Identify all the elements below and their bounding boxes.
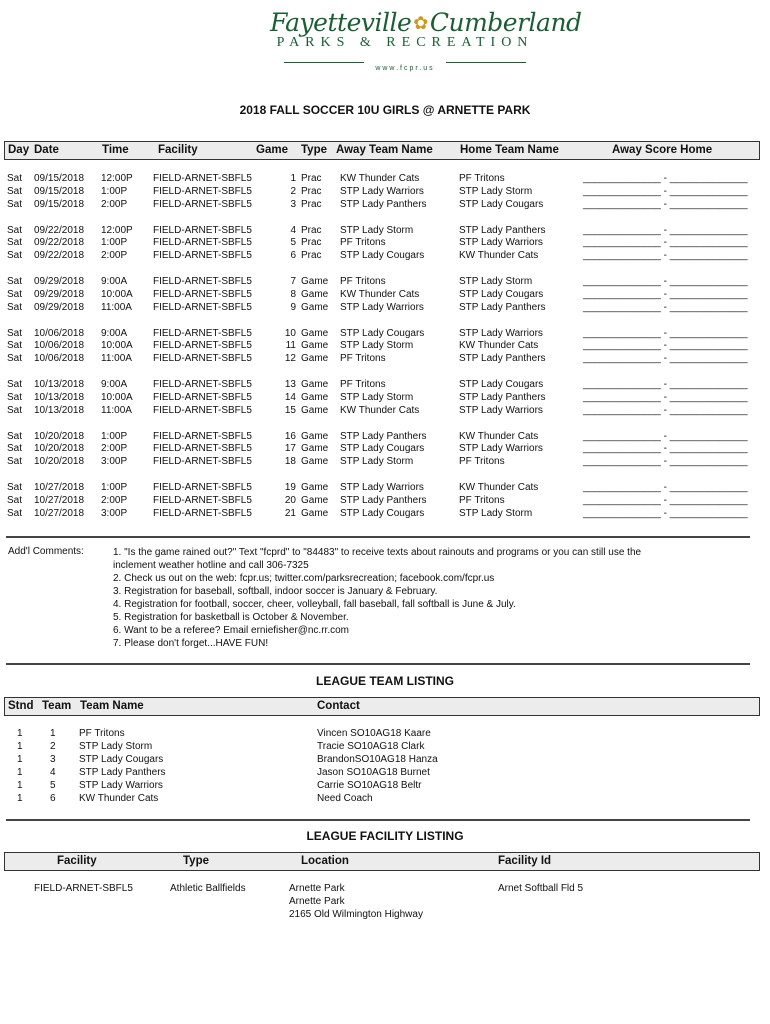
cell-game: 20 — [284, 494, 296, 506]
cell-date: 09/29/2018 — [34, 301, 85, 313]
cell-date: 10/06/2018 — [34, 353, 85, 365]
cell-away-team: STP Lady Panthers — [340, 430, 427, 442]
cell-home-team: STP Lady Storm — [459, 185, 533, 197]
cell-time: 12:00P — [101, 173, 133, 184]
cell-facility: FIELD-ARNET-SBFL5 — [153, 430, 252, 442]
cell-home-team: STP Lady Cougars — [459, 198, 544, 210]
facility-id: Arnet Softball Fld 5 — [498, 883, 584, 894]
score-blank[interactable]: ______________ - ______________ — [583, 224, 748, 236]
col-location: Location — [301, 855, 349, 867]
col-date: Date — [34, 144, 59, 156]
logo-cumberland: Cumberland — [429, 8, 582, 37]
cell-date: 10/27/2018 — [34, 482, 85, 493]
cell-type: Prac — [301, 237, 322, 249]
cell-date: 09/22/2018 — [34, 224, 85, 236]
cell-date: 10/27/2018 — [34, 494, 85, 506]
cell-away-team: STP Lady Cougars — [340, 250, 425, 262]
cell-time: 11:00A — [101, 404, 132, 416]
cell-team: 3 — [50, 754, 56, 765]
cell-day: Sat — [7, 507, 23, 519]
cell-home-team: STP Lady Panthers — [459, 353, 546, 365]
cell-day: Sat — [7, 173, 23, 184]
cell-team-name: STP Lady Storm — [79, 741, 153, 752]
cell-date: 09/29/2018 — [34, 288, 85, 300]
cell-away-team: PF Tritons — [340, 379, 386, 390]
cell-facility: FIELD-ARNET-SBFL5 — [153, 404, 252, 416]
cell-game: 9 — [290, 301, 296, 313]
logo-url-row — [270, 57, 540, 72]
cell-facility: FIELD-ARNET-SBFL5 — [153, 301, 252, 313]
cell-day: Sat — [7, 198, 23, 210]
cell-away-team: STP Lady Cougars — [340, 507, 425, 519]
col-contact: Contact — [317, 700, 360, 712]
cell-contact: Need Coach — [317, 793, 373, 804]
col-score: Away Score Home — [612, 144, 713, 156]
cell-facility: FIELD-ARNET-SBFL5 — [153, 237, 252, 249]
cell-time: 3:00P — [101, 507, 128, 519]
cell-date: 10/13/2018 — [34, 391, 85, 403]
cell-game: 5 — [290, 237, 296, 249]
cell-time: 11:00A — [101, 353, 132, 365]
cell-away-team: STP Lady Panthers — [340, 494, 427, 506]
cell-time: 2:00P — [101, 443, 128, 455]
cell-type: Prac — [301, 250, 322, 262]
score-blank[interactable]: ______________ - ______________ — [583, 379, 748, 390]
cell-day: Sat — [7, 353, 23, 365]
col-facility: Facility — [158, 144, 198, 156]
col-type: Type — [301, 144, 327, 156]
cell-day: Sat — [7, 250, 23, 262]
cell-day: Sat — [7, 301, 23, 313]
cell-date: 09/15/2018 — [34, 198, 85, 210]
cell-team: 1 — [50, 728, 56, 739]
cell-away-team: KW Thunder Cats — [340, 404, 420, 416]
cell-game: 12 — [284, 353, 296, 365]
cell-stnd: 1 — [17, 780, 23, 791]
cell-day: Sat — [7, 430, 23, 442]
cell-home-team: STP Lady Warriors — [459, 237, 543, 249]
cell-away-team: STP Lady Storm — [340, 456, 414, 468]
cell-game: 8 — [290, 288, 296, 300]
cell-game: 11 — [285, 340, 296, 352]
cell-date: 09/22/2018 — [34, 237, 85, 249]
cell-day: Sat — [7, 224, 23, 236]
col-team: Team — [42, 700, 72, 712]
score-blank[interactable]: ______________ - ______________ — [583, 250, 748, 262]
score-blank[interactable]: ______________ - ______________ — [583, 353, 748, 365]
cell-home-team: PF Tritons — [459, 494, 505, 506]
logo-wordmark — [270, 8, 582, 37]
cell-time: 9:00A — [101, 276, 128, 287]
cell-time: 9:00A — [101, 327, 128, 339]
cell-game: 21 — [284, 507, 296, 519]
comment-item: 7. Please don't forget...HAVE FUN! — [113, 638, 269, 649]
cell-date: 10/13/2018 — [34, 379, 85, 390]
col-facility: Facility — [57, 855, 97, 867]
cell-stnd: 1 — [17, 728, 23, 739]
divider — [6, 819, 750, 821]
cell-home-team: STP Lady Cougars — [459, 288, 544, 300]
cell-date: 10/06/2018 — [34, 327, 85, 339]
cell-home-team: STP Lady Warriors — [459, 327, 543, 339]
cell-game: 14 — [284, 391, 296, 403]
cell-time: 11:00A — [101, 301, 132, 313]
cell-type: Prac — [301, 198, 322, 210]
cell-facility: FIELD-ARNET-SBFL5 — [153, 482, 252, 493]
cell-team: 4 — [50, 767, 56, 778]
cell-date: 10/06/2018 — [34, 340, 85, 352]
comments-label: Add'l Comments: — [8, 546, 84, 557]
cell-stnd: 1 — [17, 793, 23, 804]
divider — [6, 536, 750, 538]
cell-facility: FIELD-ARNET-SBFL5 — [153, 391, 252, 403]
cell-day: Sat — [7, 391, 23, 403]
cell-away-team: STP Lady Warriors — [340, 482, 424, 493]
cell-type: Prac — [301, 185, 322, 197]
cell-away-team: KW Thunder Cats — [340, 173, 420, 184]
team-listing-title: LEAGUE TEAM LISTING — [316, 674, 454, 688]
comment-item: 5. Registration for basketball is October & November. — [113, 612, 349, 623]
logo-fayetteville: Fayetteville — [270, 8, 412, 37]
col-game: Game — [256, 144, 288, 156]
cell-game: 4 — [290, 224, 296, 236]
cell-game: 18 — [284, 456, 296, 468]
logo-divider — [284, 62, 364, 63]
cell-facility: FIELD-ARNET-SBFL5 — [153, 224, 252, 236]
cell-day: Sat — [7, 276, 23, 287]
cell-away-team: STP Lady Warriors — [340, 301, 424, 313]
cell-away-team: STP Lady Storm — [340, 340, 414, 352]
cell-day: Sat — [7, 185, 23, 197]
facility-listing-title: LEAGUE FACILITY LISTING — [306, 829, 464, 843]
comment-item: 6. Want to be a referee? Email erniefisher@nc.rr.com — [113, 625, 349, 636]
cell-away-team: STP Lady Cougars — [340, 327, 425, 339]
cell-type: Game — [301, 340, 329, 352]
cell-team-name: PF Tritons — [79, 728, 125, 739]
cell-type: Game — [301, 327, 329, 339]
cell-team-name: STP Lady Cougars — [79, 754, 164, 765]
cell-game: 10 — [284, 327, 296, 339]
cell-game: 13 — [284, 379, 296, 390]
cell-day: Sat — [7, 288, 23, 300]
comment-item: 3. Registration for baseball, softball, indoor soccer is January & February. — [113, 586, 438, 597]
cell-facility: FIELD-ARNET-SBFL5 — [153, 250, 252, 262]
cell-date: 09/15/2018 — [34, 185, 85, 197]
facility-name: FIELD-ARNET-SBFL5 — [34, 883, 133, 894]
comment-item: 4. Registration for football, soccer, cheer, volleyball, fall baseball, fall softball is June & July. — [113, 599, 516, 610]
cell-home-team: STP Lady Cougars — [459, 379, 544, 390]
cell-home-team: STP Lady Storm — [459, 276, 533, 287]
cell-day: Sat — [7, 340, 23, 352]
cell-time: 3:00P — [101, 456, 128, 468]
cell-game: 17 — [284, 443, 296, 455]
cell-time: 1:00P — [101, 430, 128, 442]
cell-day: Sat — [7, 237, 23, 249]
cell-home-team: KW Thunder Cats — [459, 430, 539, 442]
cell-date: 10/20/2018 — [34, 430, 85, 442]
cell-home-team: PF Tritons — [459, 173, 505, 184]
cell-day: Sat — [7, 379, 23, 390]
col-time: Time — [102, 144, 129, 156]
cell-date: 10/13/2018 — [34, 404, 85, 416]
cell-stnd: 1 — [17, 754, 23, 765]
facility-type: Athletic Ballfields — [170, 883, 246, 894]
logo — [270, 8, 582, 80]
cell-day: Sat — [7, 456, 23, 468]
cell-facility: FIELD-ARNET-SBFL5 — [153, 173, 252, 184]
cell-away-team: PF Tritons — [340, 276, 386, 287]
cell-type: Game — [301, 391, 329, 403]
cell-time: 1:00P — [101, 482, 128, 493]
cell-time: 10:00A — [101, 391, 133, 403]
score-blank[interactable]: ______________ - ______________ — [583, 301, 748, 313]
facility-location: Arnette Park — [289, 896, 345, 907]
cell-type: Game — [301, 456, 329, 468]
cell-facility: FIELD-ARNET-SBFL5 — [153, 379, 252, 390]
score-blank[interactable]: ______________ - ______________ — [583, 327, 748, 339]
cell-away-team: PF Tritons — [340, 237, 386, 249]
score-blank[interactable]: ______________ - ______________ — [583, 443, 748, 455]
facility-location: Arnette Park — [289, 883, 345, 894]
cell-day: Sat — [7, 327, 23, 339]
cell-home-team: STP Lady Panthers — [459, 301, 546, 313]
cell-game: 7 — [290, 276, 296, 287]
cell-date: 10/27/2018 — [34, 507, 85, 519]
cell-home-team: STP Lady Panthers — [459, 391, 546, 403]
cell-type: Game — [301, 353, 329, 365]
cell-home-team: KW Thunder Cats — [459, 482, 539, 493]
cell-team-name: STP Lady Warriors — [79, 780, 163, 791]
cell-contact: BrandonSO10AG18 Hanza — [317, 754, 438, 765]
cell-facility: FIELD-ARNET-SBFL5 — [153, 276, 252, 287]
cell-team: 5 — [50, 780, 56, 791]
score-blank[interactable]: ______________ - ______________ — [583, 404, 748, 416]
cell-away-team: STP Lady Panthers — [340, 198, 427, 210]
cell-type: Prac — [301, 173, 322, 184]
cell-type: Game — [301, 276, 329, 287]
schedule-header — [4, 141, 760, 160]
cell-date: 10/20/2018 — [34, 443, 85, 455]
cell-home-team: STP Lady Warriors — [459, 443, 543, 455]
cell-home-team: KW Thunder Cats — [459, 250, 539, 262]
cell-team-name: KW Thunder Cats — [79, 793, 159, 804]
cell-contact: Jason SO10AG18 Burnet — [317, 767, 430, 778]
cell-facility: FIELD-ARNET-SBFL5 — [153, 494, 252, 506]
score-blank[interactable]: ______________ - ______________ — [583, 430, 748, 442]
cell-away-team: STP Lady Warriors — [340, 185, 424, 197]
cell-time: 9:00A — [101, 379, 128, 390]
score-blank[interactable]: ______________ - ______________ — [583, 340, 748, 352]
cell-facility: FIELD-ARNET-SBFL5 — [153, 340, 252, 352]
cell-type: Game — [301, 404, 329, 416]
cell-time: 2:00P — [101, 494, 128, 506]
cell-away-team: STP Lady Storm — [340, 224, 414, 236]
cell-home-team: STP Lady Storm — [459, 507, 533, 519]
cell-game: 16 — [284, 430, 296, 442]
score-blank[interactable]: ______________ - ______________ — [583, 173, 748, 184]
cell-type: Game — [301, 482, 329, 493]
team-listing-header — [4, 697, 760, 716]
facility-address: 2165 Old Wilmington Highway — [289, 909, 423, 920]
cell-contact: Tracie SO10AG18 Clark — [317, 741, 425, 752]
cell-day: Sat — [7, 494, 23, 506]
cell-date: 09/22/2018 — [34, 250, 85, 262]
cell-away-team: KW Thunder Cats — [340, 288, 420, 300]
cell-facility: FIELD-ARNET-SBFL5 — [153, 185, 252, 197]
cell-game: 19 — [284, 482, 296, 493]
cell-away-team: PF Tritons — [340, 353, 386, 365]
col-day: Day — [8, 144, 30, 156]
cell-time: 10:00A — [101, 288, 133, 300]
flower-icon: ✿ — [413, 13, 428, 34]
score-blank[interactable]: ______________ - ______________ — [583, 288, 748, 300]
cell-game: 1 — [290, 173, 296, 184]
cell-date: 09/15/2018 — [34, 173, 85, 184]
cell-contact: Carrie SO10AG18 Beltr — [317, 780, 422, 791]
cell-game: 2 — [290, 185, 296, 197]
cell-time: 1:00P — [101, 185, 128, 197]
score-blank[interactable]: ______________ - ______________ — [583, 507, 748, 519]
cell-facility: FIELD-ARNET-SBFL5 — [153, 456, 252, 468]
logo-subtitle: PARKS & RECREATION — [276, 35, 534, 50]
cell-game: 15 — [284, 404, 296, 416]
cell-away-team: STP Lady Storm — [340, 391, 414, 403]
cell-facility: FIELD-ARNET-SBFL5 — [153, 327, 252, 339]
cell-day: Sat — [7, 482, 23, 493]
cell-facility: FIELD-ARNET-SBFL5 — [153, 288, 252, 300]
facility-listing-header — [4, 852, 760, 871]
cell-type: Game — [301, 288, 329, 300]
page-title: 2018 FALL SOCCER 10U GIRLS @ ARNETTE PARK — [239, 103, 531, 117]
cell-game: 6 — [290, 250, 296, 262]
score-blank[interactable]: ______________ - ______________ — [583, 276, 748, 287]
cell-facility: FIELD-ARNET-SBFL5 — [153, 443, 252, 455]
cell-home-team: PF Tritons — [459, 456, 505, 468]
cell-type: Game — [301, 379, 329, 390]
score-blank[interactable]: ______________ - ______________ — [583, 185, 748, 197]
cell-stnd: 1 — [17, 767, 23, 778]
cell-type: Game — [301, 443, 329, 455]
cell-type: Game — [301, 494, 329, 506]
score-blank[interactable]: ______________ - ______________ — [583, 237, 748, 249]
col-facility-id: Facility Id — [498, 855, 552, 867]
logo-url: www.fcpr.us — [375, 65, 435, 72]
cell-home-team: KW Thunder Cats — [459, 340, 539, 352]
cell-type: Game — [301, 301, 329, 313]
comment-item: 2. Check us out on the web: fcpr.us; twitter.com/parksrecreation; facebook.com/fcpr.us — [113, 573, 495, 584]
score-blank[interactable]: ______________ - ______________ — [583, 391, 748, 403]
cell-date: 09/29/2018 — [34, 276, 85, 287]
logo-divider — [446, 62, 526, 63]
score-blank[interactable]: ______________ - ______________ — [583, 494, 748, 506]
cell-date: 10/20/2018 — [34, 456, 85, 468]
cell-team-name: STP Lady Panthers — [79, 767, 166, 778]
cell-game: 3 — [290, 198, 296, 210]
cell-team: 2 — [50, 741, 56, 752]
score-blank[interactable]: ______________ - ______________ — [583, 482, 748, 493]
cell-day: Sat — [7, 404, 23, 416]
score-blank[interactable]: ______________ - ______________ — [583, 456, 748, 468]
cell-team: 6 — [50, 793, 56, 804]
comments-list — [113, 546, 673, 650]
divider — [6, 663, 750, 665]
col-type: Type — [183, 855, 209, 867]
col-team-name: Team Name — [80, 700, 144, 712]
cell-day: Sat — [7, 443, 23, 455]
cell-type: Prac — [301, 224, 322, 236]
cell-contact: Vincen SO10AG18 Kaare — [317, 728, 431, 739]
col-away: Away Team Name — [336, 144, 433, 156]
col-stnd: Stnd — [8, 700, 34, 712]
cell-home-team: STP Lady Panthers — [459, 224, 546, 236]
cell-type: Game — [301, 430, 329, 442]
cell-away-team: STP Lady Cougars — [340, 443, 425, 455]
cell-facility: FIELD-ARNET-SBFL5 — [153, 198, 252, 210]
col-home: Home Team Name — [460, 144, 559, 156]
cell-time: 10:00A — [101, 340, 133, 352]
cell-stnd: 1 — [17, 741, 23, 752]
cell-home-team: STP Lady Warriors — [459, 404, 543, 416]
cell-facility: FIELD-ARNET-SBFL5 — [153, 507, 252, 519]
cell-type: Game — [301, 507, 329, 519]
cell-facility: FIELD-ARNET-SBFL5 — [153, 353, 252, 365]
cell-time: 2:00P — [101, 250, 128, 262]
cell-time: 12:00P — [101, 224, 133, 236]
cell-time: 1:00P — [101, 237, 128, 249]
comment-item: 1. "Is the game rained out?" Text "fcprd" to "84483" to receive texts about rainouts and programs or you can still use the inclement weather hotline and call 306-7325 — [113, 547, 642, 571]
cell-time: 2:00P — [101, 198, 128, 210]
score-blank[interactable]: ______________ - ______________ — [583, 198, 748, 210]
